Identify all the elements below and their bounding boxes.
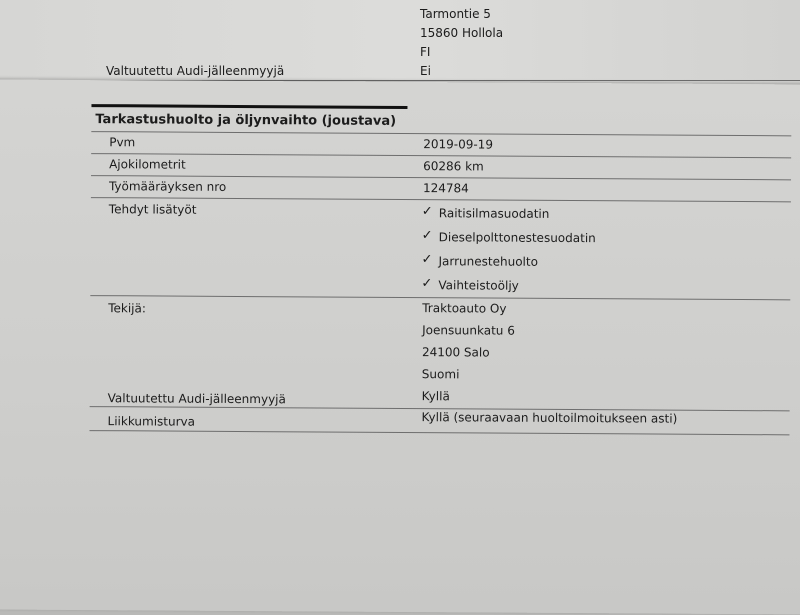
prev-postal: 15860 Hollola bbox=[420, 26, 504, 40]
prev-country: FI bbox=[420, 45, 431, 59]
mobility-label: Liikkumisturva bbox=[107, 414, 196, 429]
previous-page bbox=[0, 0, 800, 84]
check-icon: ✓ bbox=[421, 276, 433, 292]
extra-work-label: Tehdyt lisätyöt bbox=[108, 202, 197, 217]
extra-item: Raitisilmasuodatin bbox=[438, 206, 550, 221]
extra-item: Vaihteistoöljy bbox=[438, 278, 519, 293]
authorized-label: Valtuutettu Audi-jälleenmyyjä bbox=[107, 391, 286, 407]
authorized-value: Kyllä bbox=[421, 389, 450, 404]
performer-label: Tekijä: bbox=[108, 301, 146, 316]
prev-authorized-value: Ei bbox=[420, 64, 431, 78]
row-divider bbox=[91, 131, 791, 136]
section-top-rule bbox=[91, 104, 407, 109]
performer-line: Joensuunkatu 6 bbox=[422, 323, 515, 338]
performer-line: 24100 Salo bbox=[421, 345, 490, 360]
check-icon: ✓ bbox=[421, 252, 433, 268]
extra-item: Dieselpolttonestesuodatin bbox=[438, 230, 596, 246]
row-divider bbox=[91, 197, 791, 202]
prev-street: Tarmontie 5 bbox=[420, 7, 491, 21]
order-label: Työmääräyksen nro bbox=[108, 179, 227, 194]
service-page bbox=[0, 79, 800, 614]
km-value: 60286 km bbox=[423, 159, 484, 174]
date-label: Pvm bbox=[109, 135, 136, 150]
date-value: 2019-09-19 bbox=[423, 137, 494, 152]
performer-line: Traktoauto Oy bbox=[422, 301, 507, 316]
row-divider bbox=[90, 295, 790, 300]
check-icon: ✓ bbox=[421, 204, 433, 220]
mobility-value: Kyllä (seuraavaan huoltoilmoitukseen asti) bbox=[421, 410, 678, 426]
row-divider bbox=[89, 430, 789, 435]
performer-line: Suomi bbox=[421, 367, 460, 382]
km-label: Ajokilometrit bbox=[109, 157, 186, 172]
row-divider bbox=[91, 153, 791, 158]
section-title: Tarkastushuolto ja öljynvaihto (joustava) bbox=[95, 112, 397, 129]
extra-item: Jarrunestehuolto bbox=[438, 254, 538, 269]
check-icon: ✓ bbox=[421, 228, 433, 244]
order-value: 124784 bbox=[422, 181, 469, 196]
prev-authorized-label: Valtuutettu Audi-jälleenmyyjä bbox=[106, 64, 285, 78]
